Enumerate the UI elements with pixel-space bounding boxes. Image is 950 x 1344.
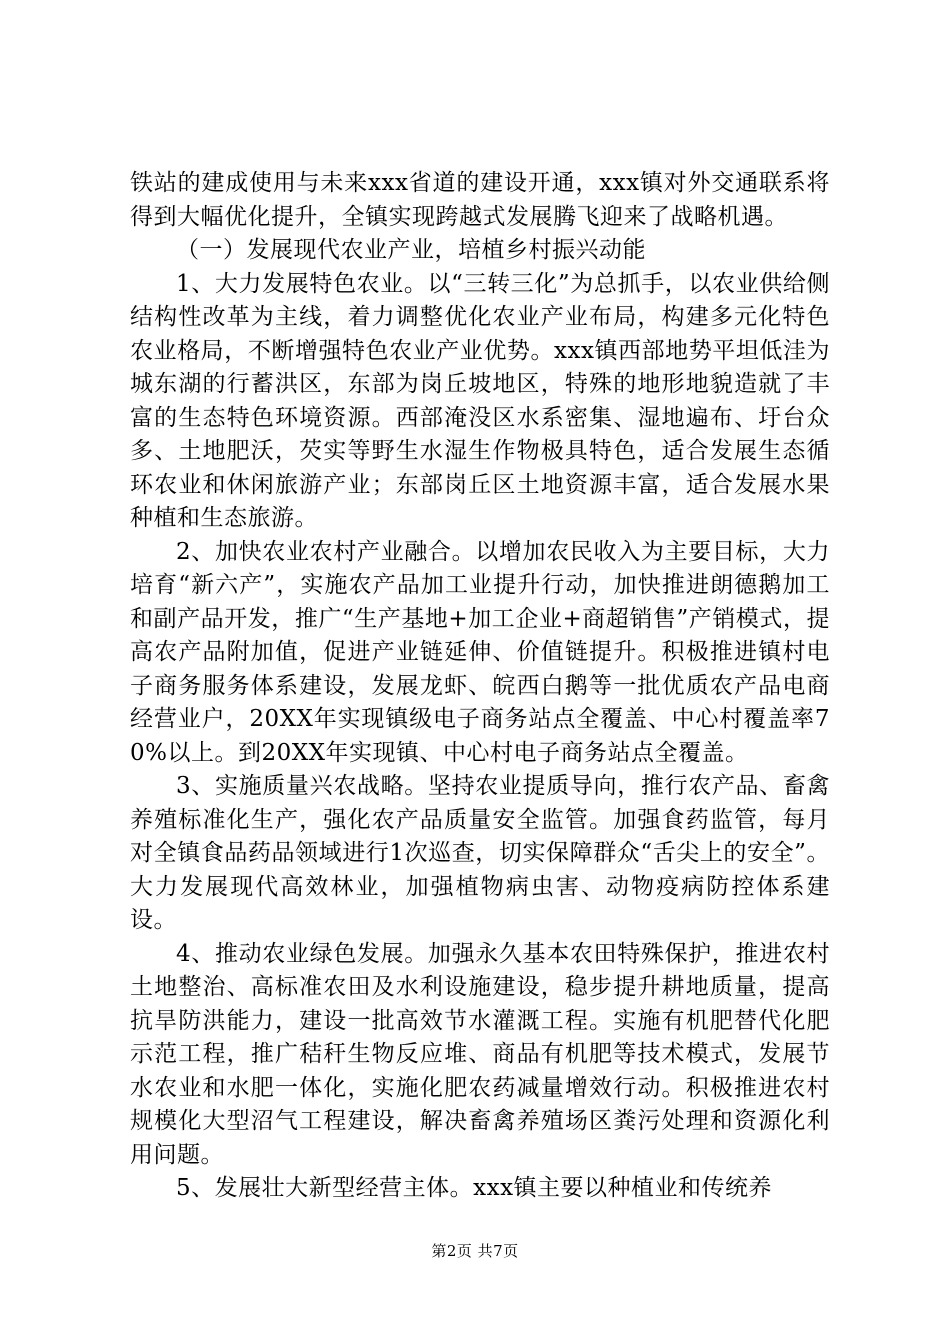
paragraph-green-development: 4、推动农业绿色发展。加强永久基本农田特殊保护，推进农村土地整治、高标准农田及水利设施建设，稳步提升耕地质量，提高抗旱防洪能力，建设一批高效节水灌溉工程。实施有机肥替代化肥示范工程，推广秸秆生物反应堆、商品有机肥等技术模式，发展节水农业和水肥一体化，实施化肥农药减量增效行动。积极推进农村规模化大型沼气工程建设，解决畜禽养殖场区粪污处理和资源化利用问题。 — [130, 940, 830, 1168]
paragraph-quality-agriculture: 3、实施质量兴农战略。坚持农业提质导向，推行农产品、畜禽养殖标准化生产，强化农产品质量安全监管。加强食药监管，每月对全镇食品药品领域进行1次巡查，切实保障群众“舌尖上的安全”。大力发展现代高效林业，加强植物病虫害、动物疫病防控体系建设。 — [130, 773, 830, 933]
page-number-footer: 第2页 共7页 — [431, 1242, 519, 1260]
section-heading: （一）发展现代农业产业，培植乡村振兴动能 — [176, 237, 646, 263]
paragraph-continuation: 铁站的建成使用与未来xxx省道的建设开通，xxx镇对外交通联系将得到大幅优化提升，全镇实现跨越式发展腾飞迎来了战略机遇。 — [130, 170, 830, 230]
paragraph-new-business-entities: 5、发展壮大新型经营主体。xxx镇主要以种植业和传统养 — [176, 1175, 773, 1201]
paragraph-featured-agriculture: 1、大力发展特色农业。以“三转三化”为总抓手，以农业供给侧结构性改革为主线，着力调整优化农业产业布局，构建多元化特色农业格局，不断增强特色农业产业优势。xxx镇西部地势平坦低洼为城东湖的行蓄洪区，东部为岗丘坡地区，特殊的地形地貌造就了丰富的生态特色环境资源。西部淹没区水系密集、湿地遍布、圩台众多、土地肥沃，芡实等野生水湿生作物极具特色，适合发展生态循环农业和休闲旅游产业；东部岗丘区土地资源丰富，适合发展水果种植和生态旅游。 — [130, 270, 830, 531]
document-body — [130, 167, 830, 1206]
paragraph-industry-integration: 2、加快农业农村产业融合。以增加农民收入为主要目标，大力培育“新六产”，实施农产品加工业提升行动，加快推进朗德鹅加工和副产品开发，推广“生产基地+加工企业+商超销售”产销模式，提高农产品附加值，促进产业链延伸、价值链提升。积极推进镇村电子商务服务体系建设，发展龙虾、皖西白鹅等一批优质农产品电商经营业户，20XX年实现镇级电子商务站点全覆盖、中心村覆盖率70%以上。到20XX年实现镇、中心村电子商务站点全覆盖。 — [130, 538, 830, 766]
